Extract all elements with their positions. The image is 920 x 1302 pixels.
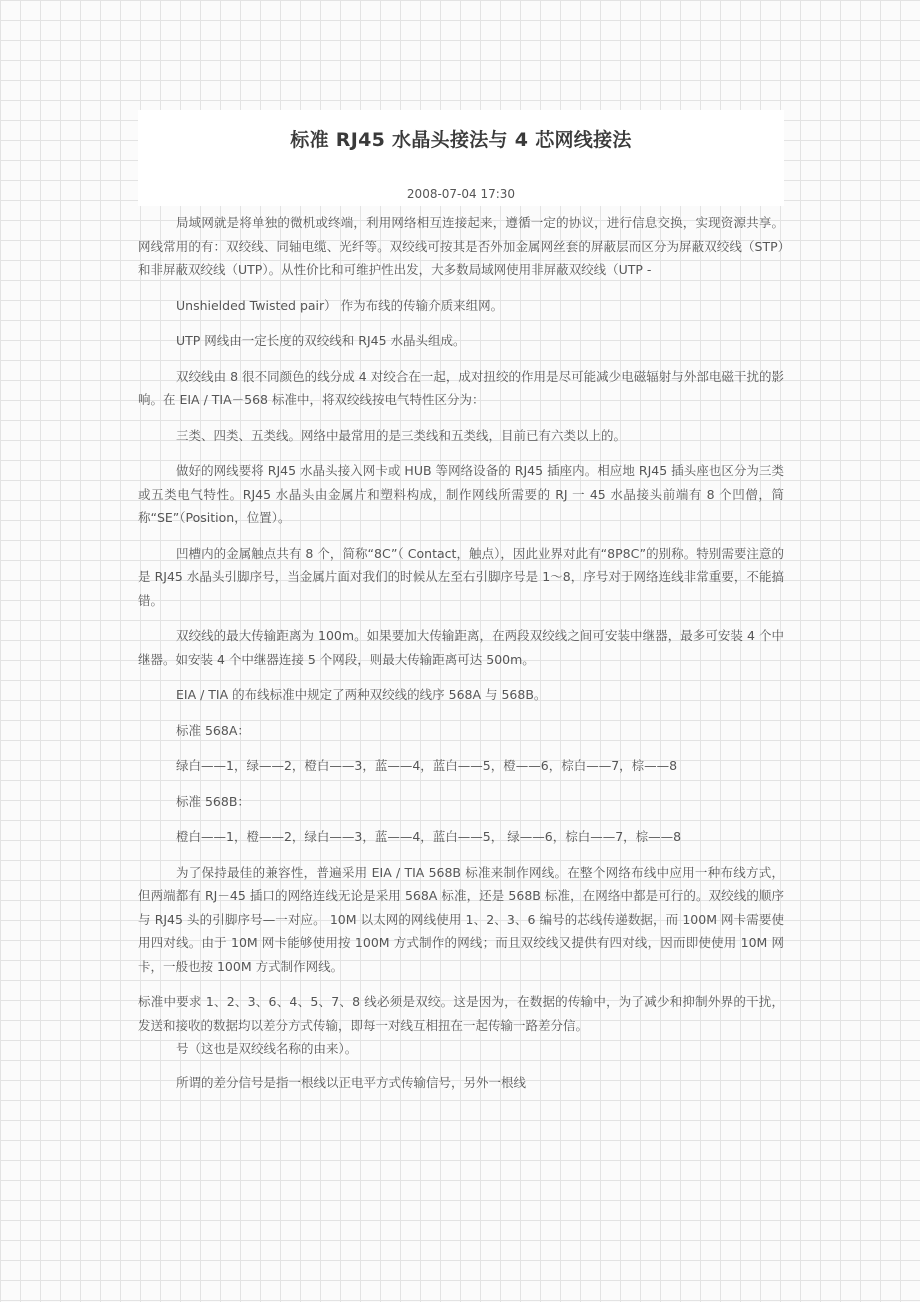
paragraph-noindent [138,990,784,1061]
standard-568a-sequence: 绿白——1，绿——2，橙白——3，蓝——4，蓝白——5，橙——6，棕白——7，棕——8 [176,758,678,773]
paragraph-noindent-tail: 号（这也是双绞线名称的由来）。 [176,1041,358,1056]
paragraph: 三类、四类、五类线。网络中最常用的是三类线和五类线，目前已有六类以上的。 [176,427,627,443]
standard-568b-sequence: 橙白——1，橙——2，绿白——3，蓝——4，蓝白——5， 绿——6，棕白——7，棕——8 [176,829,682,844]
paragraph: EIA / TIA 的布线标准中规定了两种双绞线的线序 568A 与 568B。 [176,687,547,702]
paragraph: 为了保持最佳的兼容性，普遍采用 EIA / TIA 568B 标准来制作网线。在整个网络布线中应用一种布线方式，但两端都有 RJ－45 插口的网络连线无论是采用 568A 标准，还是 568B 标准，在网络中都是可行的。双绞线的顺序与 RJ45 头的引脚序号—一对应。 10M 以太网的网线使用 1、2、3、6 编号的芯线传递数据，而 100M 网卡需要使用四对线。由于 10M 网卡能够使用按 100M 方式制作的网线；而且双绞线又提供有四对线，因而即使使用 10M 网卡，一般也按 100M 方式制作网线。 [138,864,784,974]
article-title: 标准 RJ45 水晶头接法与 4 芯网线接法 [290,129,632,151]
paragraph: 双绞线的最大传输距离为 100m。如果要加大传输距离，在两段双绞线之间可安装中继器，最多可安装 4 个中继器。如安装 4 个中继器连接 5 个网段，则最大传输距离可达 500m。 [138,628,784,667]
paragraph: UTP 网线由一定长度的双绞线和 RJ45 水晶头组成。 [176,333,466,348]
article-date: 2008-07-04 17:30 [406,187,516,201]
article [138,110,784,1106]
standard-568a-label: 标准 568A： [176,722,250,738]
standard-568b-label: 标准 568B： [176,793,250,809]
paragraph: 双绞线由 8 很不同颜色的线分成 4 对绞合在一起，成对扭绞的作用是尽可能减少电磁辐射与外部电磁干扰的影响。在 EIA / TIA－568 标准中，将双绞线按电气特性区分为： [138,368,784,407]
paragraph: Unshielded Twisted pair） 作为布线的传输介质来组网。 [176,297,504,313]
paragraph: 局域网就是将单独的微机或终端，利用网络相互连接起来，遵循一定的协议，进行信息交换，实现资源共享。网线常用的有：双绞线、同轴电缆、光纤等。双绞线可按其是否外加金属网丝套的屏蔽层而区分为屏蔽双绞线（STP）和非屏蔽双绞线（UTP）。从性价比和可维护性出发，大多数局域网使用非屏蔽双绞线（UTP - [138,215,784,277]
paragraph-last: 所谓的差分信号是指一根线以正电平方式传输信号，另外一根线 [176,1074,527,1090]
paragraph: 做好的网线要将 RJ45 水晶头接入网卡或 HUB 等网络设备的 RJ45 插座内。相应地 RJ45 插头座也区分为三类或五类电气特性。RJ45 水晶头由金属片和塑料构成，制作网线所需要的 RJ 一 45 水晶接头前端有 8 个凹僧，简称“SE”（Position，位置）。 [138,463,784,525]
paragraph: 凹槽内的金属触点共有 8 个，简称“8C”（ Contact，触点），因此业界对此有“8P8C”的别称。特别需要注意的是 RJ45 水晶头引脚序号，当金属片面对我们的时候从左至右引脚序号是 1～8，序号对于网络连线非常重要，不能搞错。 [138,545,784,608]
article-body [138,211,784,1094]
paragraph-noindent-text: 标准中要求 1、2、3、6、4、5、7、8 线必须是双绞。这是因为，在数据的传输中，为了减少和抑制外界的干扰，发送和接收的数据均以差分方式传输，即每一对线互相扭在一起传输一路差分信。 [138,994,784,1033]
